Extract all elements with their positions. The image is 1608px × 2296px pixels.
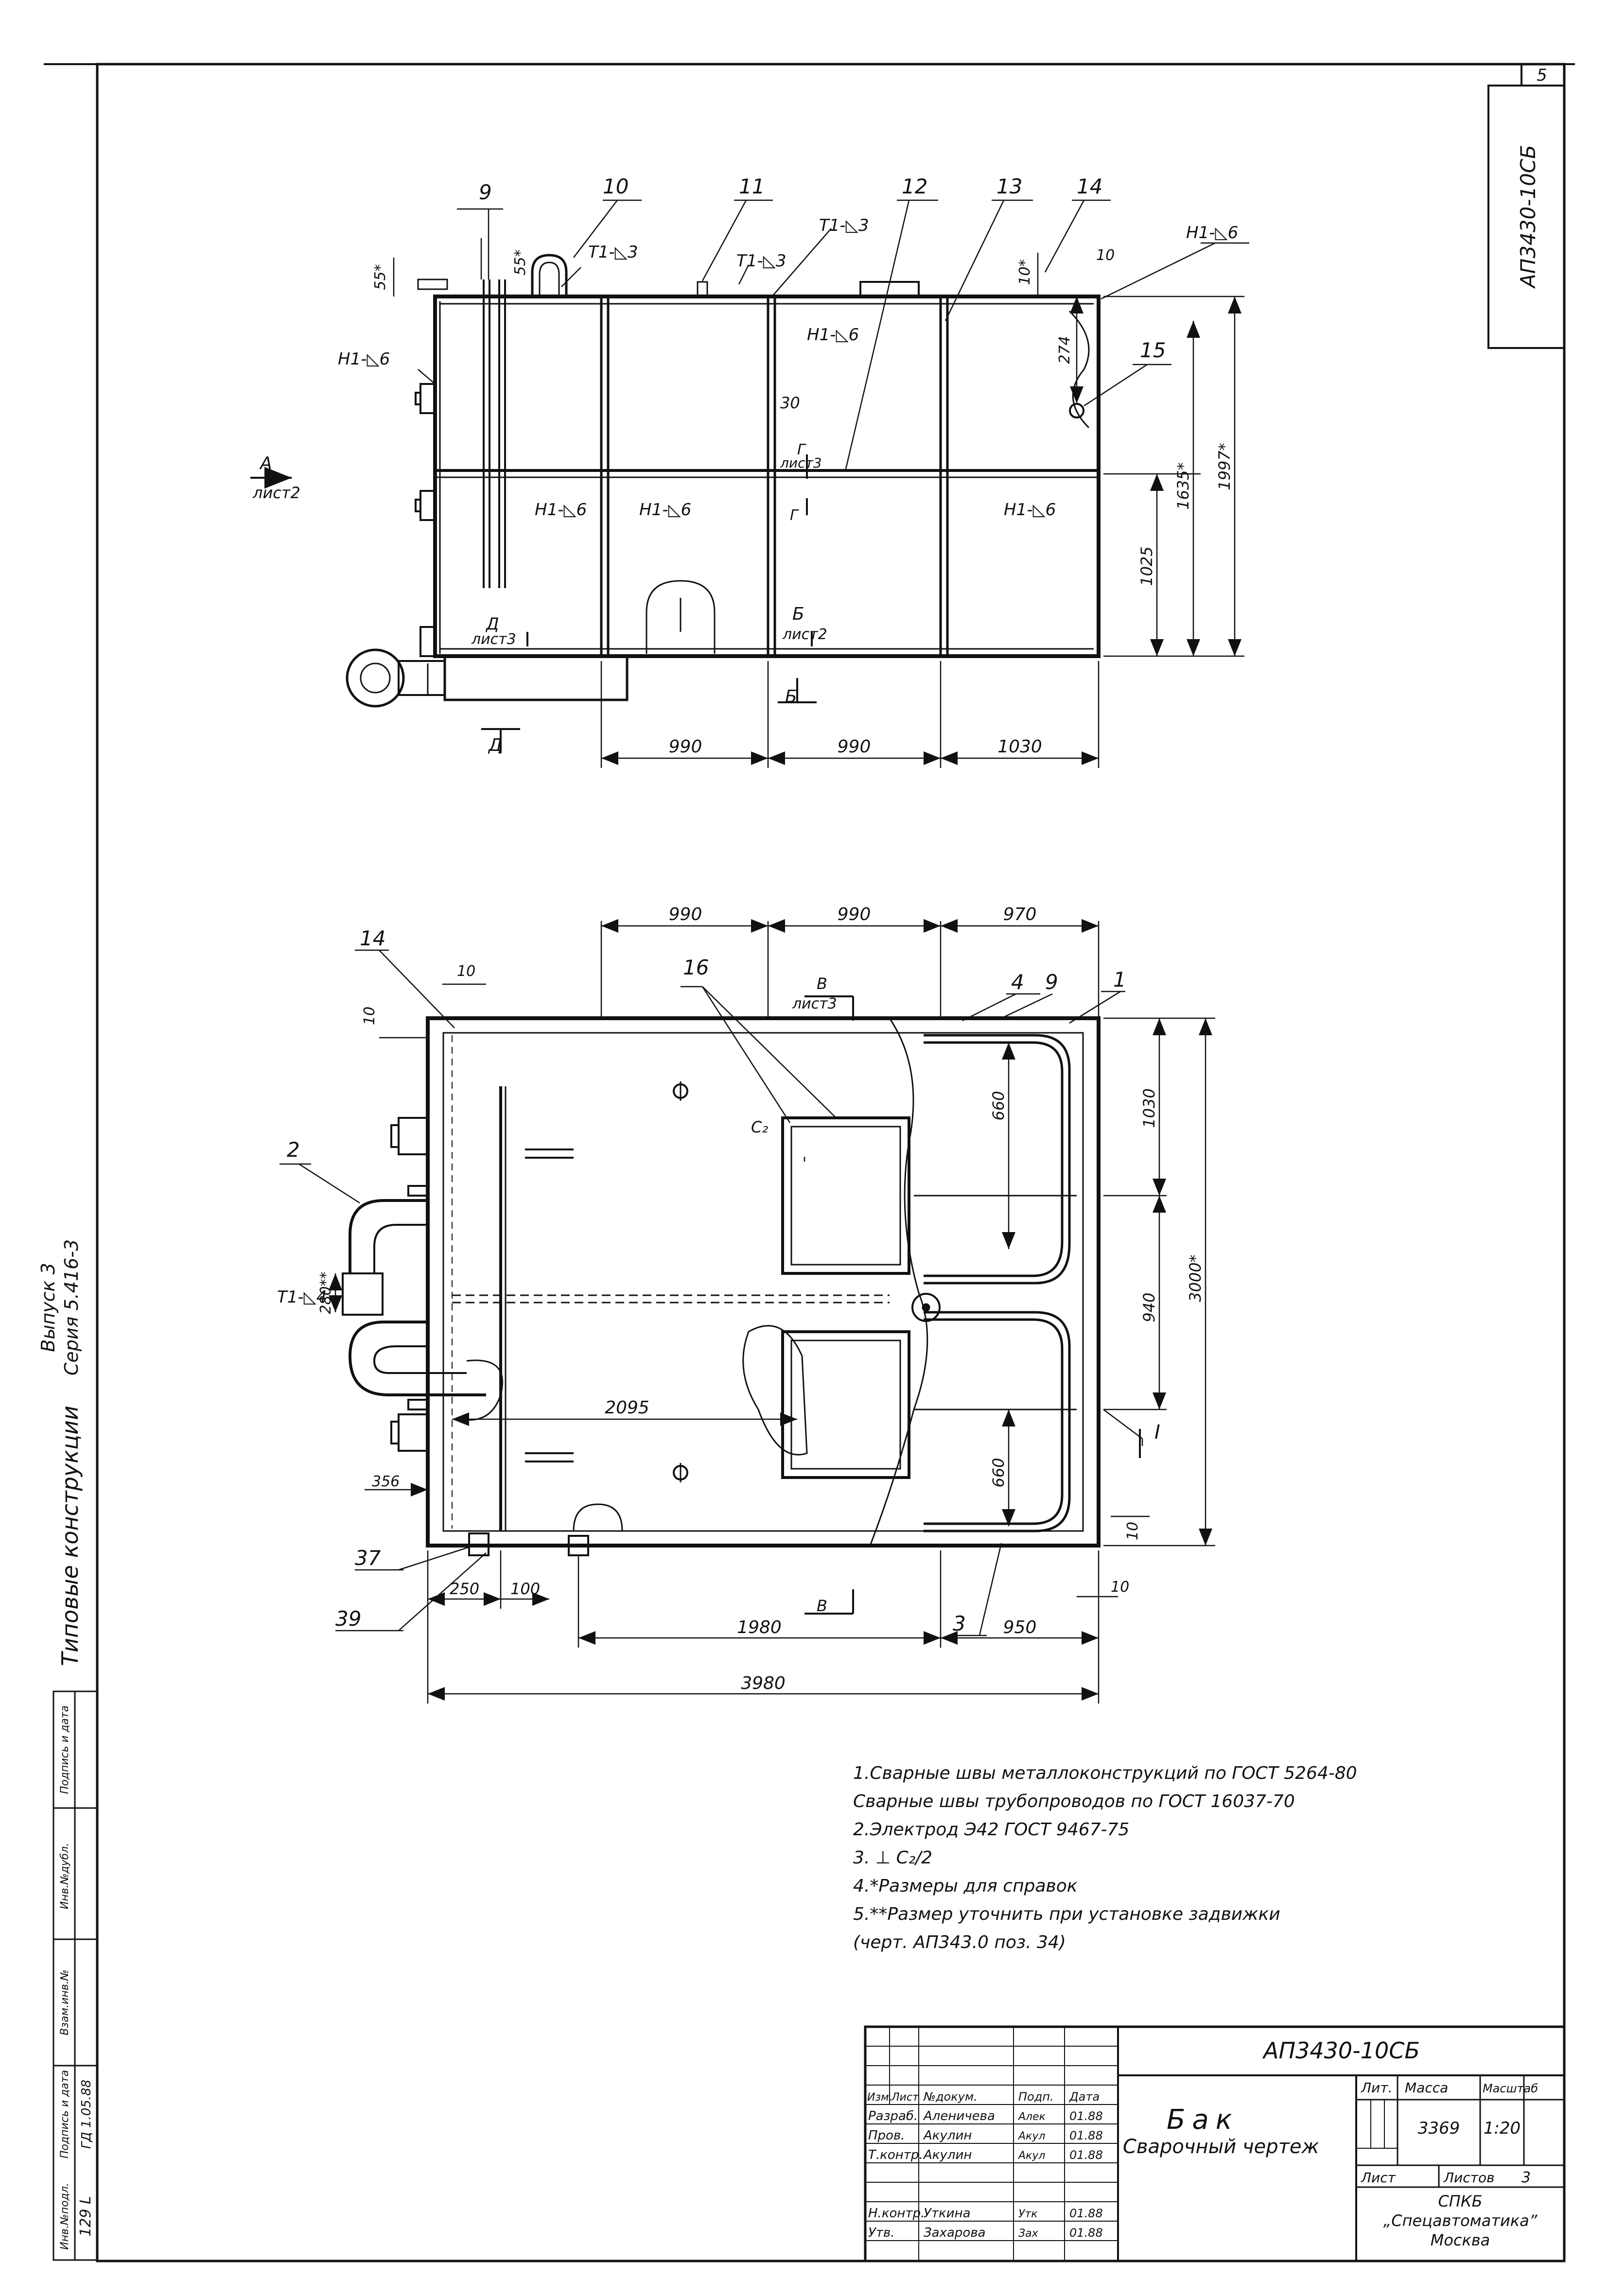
svg-text:1030: 1030 (997, 737, 1042, 757)
front-view-labels (252, 174, 1238, 757)
svg-text:Листов: Листов (1444, 2170, 1495, 2186)
svg-text:356: 356 (372, 1473, 400, 1490)
svg-text:30: 30 (780, 394, 800, 412)
svg-text:10: 10 (1096, 247, 1115, 264)
plan-nozzles (391, 1118, 428, 1451)
svg-text:970: 970 (1003, 904, 1037, 924)
svg-text:В: В (817, 974, 827, 993)
svg-text:Лит.: Лит. (1361, 2080, 1393, 2096)
note-3: 3. ⊥ C₂/2 (853, 1848, 933, 1868)
svg-text:№докум.: №докум. (924, 2090, 978, 2104)
svg-text:Подп.: Подп. (1018, 2090, 1054, 2104)
svg-text:950: 950 (1003, 1618, 1037, 1637)
callout-4: 4 (1011, 970, 1024, 994)
callout-15: 15 (1140, 338, 1166, 362)
svg-text:01.88: 01.88 (1069, 2148, 1103, 2162)
svg-text:01.88: 01.88 (1069, 2129, 1103, 2142)
plan-leaders (280, 950, 1142, 1635)
svg-text:лист3: лист3 (792, 995, 837, 1012)
svg-text:990: 990 (837, 904, 871, 924)
plan-view (280, 921, 1215, 1704)
hatch-upper (783, 1118, 909, 1273)
note-5b: (черт. АП343.0 поз. 34) (853, 1932, 1066, 1952)
mass-value: 3369 (1417, 2119, 1460, 2138)
svg-text:Дата: Дата (1069, 2090, 1100, 2104)
svg-text:Захарова: Захарова (924, 2226, 986, 2240)
side-code-stamp: АП3430-10СБ (1516, 145, 1540, 288)
sheet-number: 5 (1537, 66, 1547, 85)
svg-text:660: 660 (989, 1458, 1008, 1488)
svg-text:940: 940 (1140, 1292, 1158, 1322)
svg-text:Масса: Масса (1405, 2080, 1449, 2096)
svg-text:Аленичева: Аленичева (924, 2109, 995, 2123)
svg-text:Б: Б (792, 604, 804, 624)
note-2: 2.Электрод Э42 ГОСТ 9467-75 (853, 1820, 1130, 1840)
svg-text:01.88: 01.88 (1069, 2226, 1103, 2240)
svg-text:2095: 2095 (605, 1398, 649, 1418)
svg-text:660: 660 (989, 1091, 1008, 1121)
svg-text:Лист: Лист (1361, 2170, 1396, 2186)
svg-text:1030: 1030 (1140, 1088, 1158, 1128)
callout-16: 16 (683, 956, 709, 979)
svg-text:Утк: Утк (1018, 2208, 1038, 2220)
drain-elbow (347, 650, 403, 706)
svg-text:лист3: лист3 (472, 631, 516, 648)
callout-13: 13 (996, 174, 1023, 198)
callout-9: 9 (479, 180, 492, 204)
issue-label: Выпуск 3 (37, 1263, 59, 1352)
outlet-elbow (350, 1322, 486, 1395)
svg-text:Пров.: Пров. (868, 2128, 905, 2143)
svg-text:Лист: Лист (891, 2091, 919, 2104)
svg-text:10: 10 (1124, 1521, 1141, 1541)
detail-mark: I (1154, 1421, 1160, 1444)
svg-text:Т.контр.: Т.контр. (868, 2148, 923, 2162)
callout-14: 14 (360, 926, 386, 950)
svg-text:Акул: Акул (1018, 2130, 1046, 2142)
svg-text:Г: Г (797, 441, 805, 458)
plan-view-labels (277, 904, 1205, 1693)
inv-number: 129 L (77, 2196, 94, 2237)
svg-text:10: 10 (1111, 1579, 1130, 1596)
svg-text:лист3: лист3 (780, 455, 822, 471)
svg-text:280**: 280** (317, 1271, 334, 1314)
weld-note: T1-◺4 (277, 1287, 327, 1307)
series-label: Серия 5.416-3 (61, 1239, 82, 1376)
svg-text:1025: 1025 (1137, 546, 1156, 586)
binding-margin (37, 1239, 83, 1666)
callout-9: 9 (1045, 970, 1058, 994)
inlet-elbow (350, 1200, 428, 1273)
svg-text:Утв.: Утв. (868, 2226, 895, 2240)
scale-value: 1:20 (1483, 2119, 1521, 2138)
drain-housing (445, 656, 627, 700)
weld-note: T1-◺3 (736, 251, 787, 271)
callout-10: 10 (603, 174, 629, 198)
svg-text:990: 990 (668, 737, 702, 757)
vent-u-pipe (532, 255, 566, 296)
weld-note: H1-◺6 (338, 349, 390, 369)
svg-text:Алек: Алек (1018, 2111, 1046, 2123)
svg-text:лист2: лист2 (783, 626, 827, 643)
svg-text:Д: Д (486, 614, 499, 634)
caption-label: Типовые конструкции (57, 1406, 83, 1666)
callout-37: 37 (355, 1546, 381, 1570)
sheet-count: 3 (1521, 2169, 1531, 2186)
weld-note: H1-◺6 (639, 500, 692, 520)
doc-code: АП3430-10СБ (1263, 2037, 1420, 2064)
svg-text:Москва: Москва (1430, 2231, 1490, 2249)
svg-text:Подпись и дата: Подпись и дата (59, 1705, 71, 1794)
svg-text:274: 274 (1056, 336, 1073, 364)
svg-text:3000*: 3000* (1186, 1254, 1205, 1302)
weld-note: H1-◺6 (807, 325, 859, 345)
svg-text:Б: Б (785, 687, 797, 707)
note-1: 1.Сварные швы металлоконструкций по ГОСТ 5264-80 (853, 1763, 1357, 1783)
svg-text:Д: Д (489, 735, 503, 755)
note-5: 5.**Размер уточнить при установке задвижки (853, 1904, 1280, 1924)
callout-3: 3 (953, 1612, 966, 1635)
svg-text:Г: Г (790, 507, 798, 524)
weld-note: H1-◺6 (1004, 500, 1056, 520)
plan-section-markers (804, 996, 1140, 1614)
svg-text:Инв.№подл.: Инв.№подл. (59, 2183, 71, 2250)
vertical-stiffeners (601, 296, 947, 656)
inventory-labels (59, 1705, 94, 2250)
svg-text:Подпись и дата: Подпись и дата (59, 2070, 71, 2159)
svg-text:Зах: Зах (1018, 2227, 1038, 2240)
svg-text:Разраб.: Разраб. (868, 2109, 918, 2123)
svg-text:Н.контр.: Н.контр. (868, 2206, 925, 2221)
side-nozzles (416, 384, 435, 656)
drawing-title: Бак (1167, 2104, 1239, 2136)
svg-text:Взам.инв.№: Взам.инв.№ (59, 1969, 71, 2035)
svg-text:10*: 10* (1016, 259, 1033, 285)
break-line (870, 1018, 927, 1546)
svg-text:„Спецавтоматика”: „Спецавтоматика” (1383, 2211, 1538, 2230)
callout-2: 2 (287, 1138, 300, 1162)
svg-text:01.88: 01.88 (1069, 2207, 1103, 2220)
callout-39: 39 (335, 1607, 362, 1631)
svg-text:250: 250 (450, 1580, 480, 1598)
note-1b: Сварные швы трубопроводов по ГОСТ 16037-70 (853, 1792, 1295, 1811)
weld-note: H1-◺6 (535, 500, 587, 520)
svg-text:1980: 1980 (737, 1618, 782, 1637)
inner-pipes (484, 279, 505, 588)
svg-text:1997*: 1997* (1215, 443, 1234, 490)
view-a-letter: A (260, 453, 272, 473)
svg-text:Акулин: Акулин (924, 2148, 972, 2162)
weld-note: T1-◺3 (588, 243, 638, 262)
technical-notes (853, 1759, 1485, 1957)
c2-label: C₂ (751, 1118, 769, 1136)
weld-note: T1-◺3 (819, 216, 869, 235)
note-4: 4.*Размеры для справок (853, 1876, 1078, 1896)
inv-signature: ГД 1.05.88 (79, 2079, 94, 2149)
svg-text:Акул: Акул (1018, 2150, 1046, 2162)
svg-text:100: 100 (510, 1580, 541, 1598)
svg-text:В: В (817, 1597, 827, 1615)
svg-text:Акулин: Акулин (924, 2128, 972, 2143)
section-markers (250, 454, 817, 753)
svg-text:Масштаб: Масштаб (1483, 2082, 1538, 2095)
callout-12: 12 (902, 174, 928, 198)
svg-text:3980: 3980 (741, 1673, 786, 1693)
svg-text:Изм.: Изм. (867, 2091, 892, 2104)
callout-1: 1 (1113, 968, 1126, 991)
svg-text:СПКБ: СПКБ (1438, 2192, 1483, 2210)
svg-text:1635*: 1635* (1174, 462, 1192, 510)
svg-text:лист2: лист2 (253, 484, 300, 502)
svg-text:10: 10 (361, 1006, 378, 1026)
svg-text:990: 990 (837, 737, 871, 757)
svg-text:01.88: 01.88 (1069, 2109, 1103, 2123)
svg-text:10: 10 (457, 963, 476, 980)
svg-text:990: 990 (668, 904, 702, 924)
svg-text:Инв.№дубл.: Инв.№дубл. (59, 1843, 71, 1910)
drawing-subtitle: Сварочный чертеж (1123, 2136, 1319, 2158)
weld-note: H1-◺6 (1186, 223, 1239, 243)
svg-text:55*: 55* (372, 264, 389, 290)
front-view (250, 200, 1249, 768)
svg-text:Уткина: Уткина (924, 2206, 971, 2221)
callout-11: 11 (739, 174, 765, 198)
callout-14: 14 (1077, 174, 1103, 198)
svg-text:55*: 55* (512, 249, 529, 276)
